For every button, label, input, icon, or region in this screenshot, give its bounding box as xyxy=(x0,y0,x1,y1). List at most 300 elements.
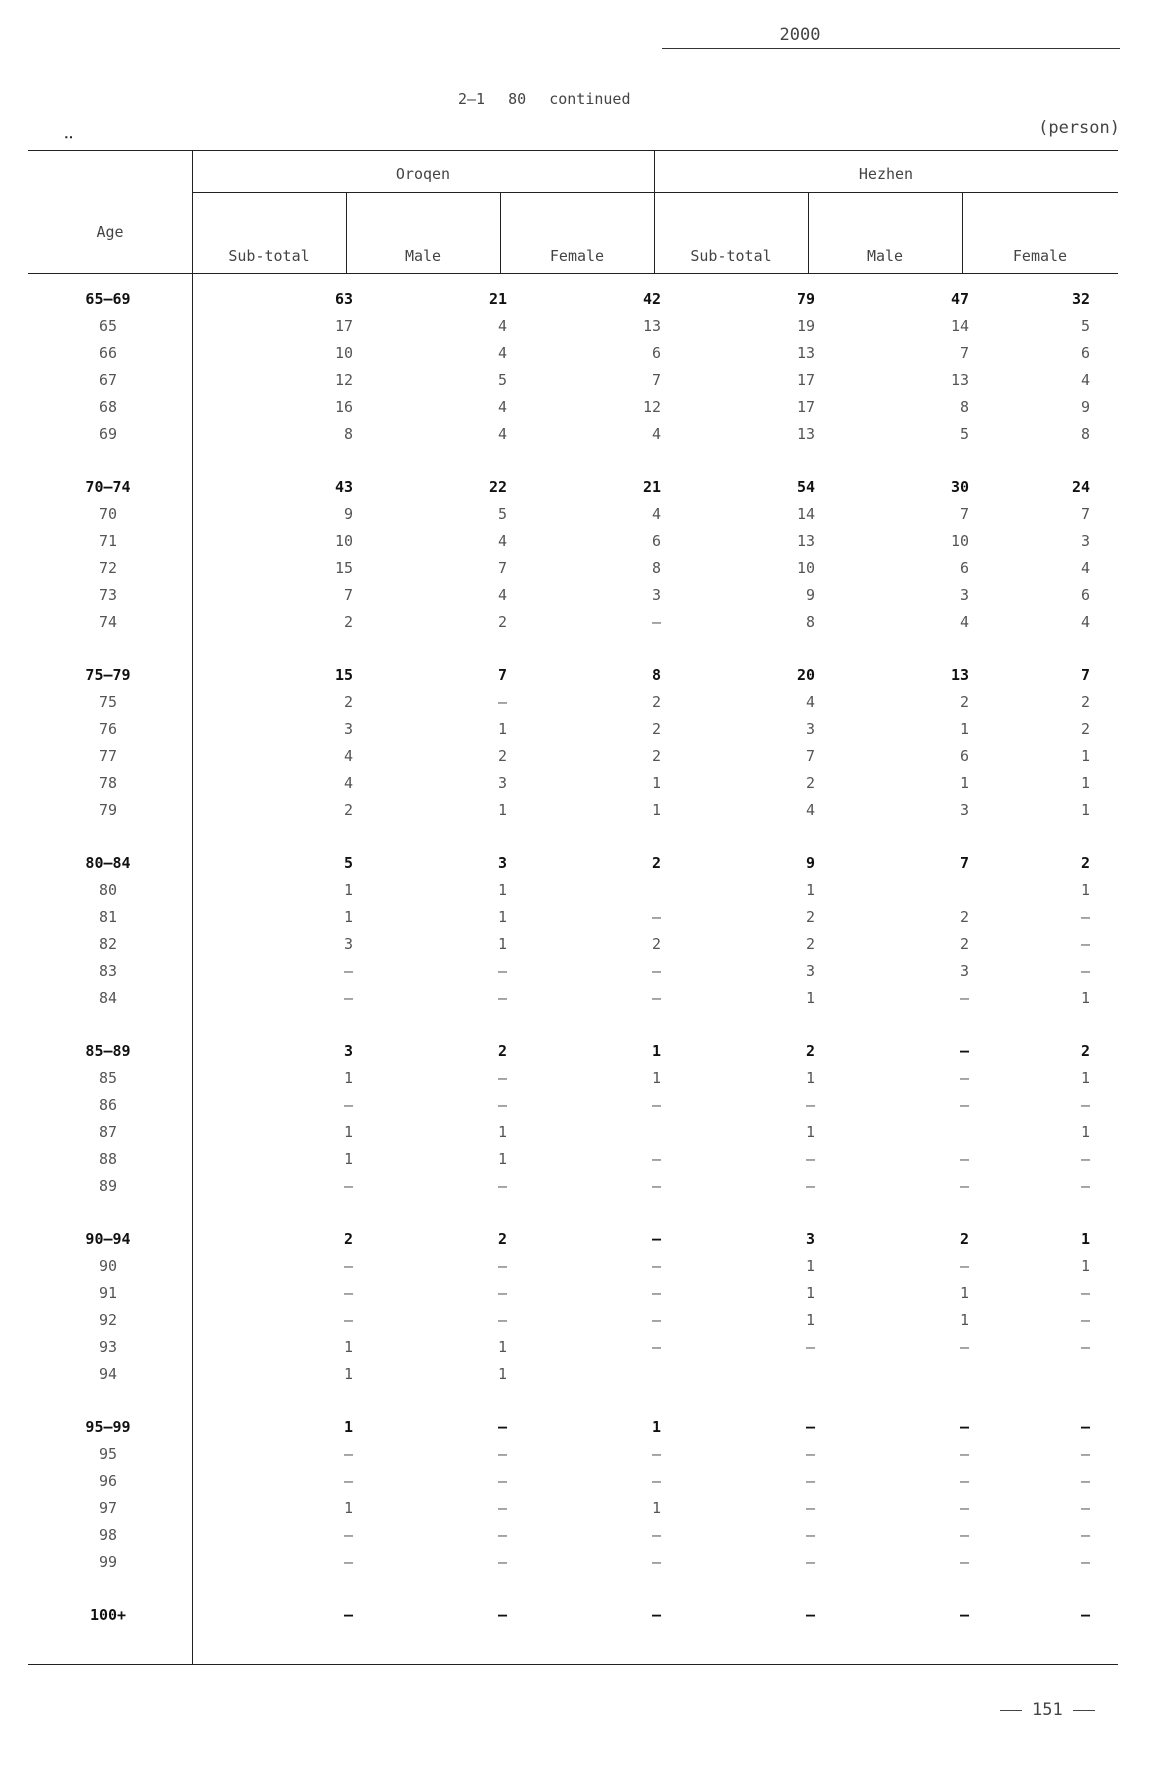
value-cell: 9 xyxy=(805,586,815,604)
value-cell: 1 xyxy=(651,1069,661,1087)
value-cell: — xyxy=(1080,1418,1090,1436)
table-row xyxy=(28,340,1118,367)
value-cell: — xyxy=(651,1338,661,1356)
table-row xyxy=(28,421,1118,448)
table-row xyxy=(28,609,1118,636)
age-cell: 89 xyxy=(98,1177,118,1195)
value-cell: — xyxy=(959,1445,969,1463)
value-cell: 7 xyxy=(959,505,969,523)
value-cell: 19 xyxy=(796,317,815,335)
value-cell: 4 xyxy=(805,801,815,819)
age-cell: 82 xyxy=(98,935,118,953)
value-cell: — xyxy=(497,1257,507,1275)
value-cell: — xyxy=(1080,1499,1090,1517)
value-cell: 3 xyxy=(805,720,815,738)
value-cell: — xyxy=(497,693,507,711)
age-cell: 90 xyxy=(98,1257,118,1275)
age-column-header: Age xyxy=(96,223,124,241)
value-cell: 1 xyxy=(497,1150,507,1168)
value-cell: 1 xyxy=(343,1123,353,1141)
value-cell: 7 xyxy=(805,747,815,765)
table-row xyxy=(28,1334,1118,1361)
value-cell: — xyxy=(497,1284,507,1302)
value-cell: — xyxy=(497,1177,507,1195)
table-row xyxy=(28,716,1118,743)
value-cell: — xyxy=(1080,962,1090,980)
value-cell: 2 xyxy=(497,747,507,765)
subheader-subtotal: Sub-total xyxy=(228,247,310,265)
value-cell: — xyxy=(959,1069,969,1087)
table-row-group xyxy=(28,1602,1118,1629)
value-cell: 6 xyxy=(1080,344,1090,362)
value-cell: — xyxy=(805,1096,815,1114)
value-cell: 13 xyxy=(796,425,815,443)
value-cell: 4 xyxy=(497,344,507,362)
value-cell: 8 xyxy=(1080,425,1090,443)
value-cell: 1 xyxy=(497,1338,507,1356)
value-cell: 13 xyxy=(950,371,969,389)
value-cell: — xyxy=(805,1418,815,1436)
value-cell: — xyxy=(805,1553,815,1571)
section-marker: ‥ xyxy=(64,126,74,142)
value-cell: 4 xyxy=(497,398,507,416)
age-cell: 72 xyxy=(98,559,118,577)
age-cell: 96 xyxy=(98,1472,118,1490)
value-cell: — xyxy=(959,1257,969,1275)
age-cell: 95 xyxy=(98,1445,118,1463)
value-cell: — xyxy=(959,989,969,1007)
value-cell: 1 xyxy=(1080,1069,1090,1087)
value-cell: — xyxy=(1080,1526,1090,1544)
group-header-rule xyxy=(192,192,1118,193)
value-cell: — xyxy=(959,1606,969,1624)
subheader-subtotal: Sub-total xyxy=(690,247,772,265)
value-cell: — xyxy=(651,1096,661,1114)
value-cell: 4 xyxy=(1080,371,1090,389)
value-cell: 4 xyxy=(651,425,661,443)
value-cell: — xyxy=(651,1230,661,1248)
value-cell: 10 xyxy=(334,344,353,362)
age-cell: 66 xyxy=(98,344,118,362)
value-cell: 1 xyxy=(651,1418,661,1436)
table-row-group xyxy=(28,850,1118,877)
value-cell: — xyxy=(1080,1338,1090,1356)
value-cell: 2 xyxy=(1080,1042,1090,1060)
value-cell: — xyxy=(497,1311,507,1329)
value-cell: 54 xyxy=(796,478,815,496)
value-cell: 1 xyxy=(497,1123,507,1141)
value-cell: — xyxy=(1080,1311,1090,1329)
value-cell: 3 xyxy=(343,1042,353,1060)
value-cell: 32 xyxy=(1071,290,1090,308)
age-cell: 91 xyxy=(98,1284,118,1302)
value-cell: 2 xyxy=(1080,720,1090,738)
value-cell: — xyxy=(1080,908,1090,926)
value-cell: 1 xyxy=(805,989,815,1007)
age-cell: 93 xyxy=(98,1338,118,1356)
value-cell: — xyxy=(959,1499,969,1517)
value-cell: 3 xyxy=(497,774,507,792)
value-cell: — xyxy=(1080,1284,1090,1302)
age-cell: 99 xyxy=(98,1553,118,1571)
age-cell: 84 xyxy=(98,989,118,1007)
value-cell: — xyxy=(343,1553,353,1571)
table-row xyxy=(28,1146,1118,1173)
value-cell: — xyxy=(497,1553,507,1571)
value-cell: 4 xyxy=(1080,613,1090,631)
value-cell: 3 xyxy=(343,935,353,953)
table-row xyxy=(28,394,1118,421)
subheader-female: Female xyxy=(549,247,605,265)
table-row xyxy=(28,1441,1118,1468)
age-cell: 65—69 xyxy=(85,290,131,308)
value-cell: — xyxy=(959,1150,969,1168)
value-cell: 1 xyxy=(497,1365,507,1383)
footer-dash-right xyxy=(1073,1710,1095,1711)
value-cell: 2 xyxy=(959,908,969,926)
table-row-group xyxy=(28,1226,1118,1253)
value-cell: — xyxy=(805,1499,815,1517)
table-row xyxy=(28,1119,1118,1146)
value-cell: — xyxy=(343,1096,353,1114)
age-cell: 88 xyxy=(98,1150,118,1168)
header-year: 2000 xyxy=(779,25,821,45)
value-cell: 2 xyxy=(805,908,815,926)
value-cell: 7 xyxy=(959,344,969,362)
value-cell: — xyxy=(651,908,661,926)
value-cell: 21 xyxy=(488,290,507,308)
value-cell: — xyxy=(1080,1150,1090,1168)
value-cell: 4 xyxy=(497,586,507,604)
age-cell: 94 xyxy=(98,1365,118,1383)
value-cell: 2 xyxy=(959,935,969,953)
value-cell: 1 xyxy=(1080,747,1090,765)
value-cell: 6 xyxy=(1080,586,1090,604)
value-cell: 1 xyxy=(651,774,661,792)
continued-label: continued xyxy=(549,90,631,108)
value-cell: 10 xyxy=(796,559,815,577)
age-cell: 98 xyxy=(98,1526,118,1544)
value-cell: 10 xyxy=(950,532,969,550)
age-cell: 70—74 xyxy=(85,478,131,496)
table-row xyxy=(28,689,1118,716)
value-cell: 3 xyxy=(959,801,969,819)
table-row xyxy=(28,877,1118,904)
value-cell: 1 xyxy=(343,1150,353,1168)
value-cell: 14 xyxy=(950,317,969,335)
age-cell: 85 xyxy=(98,1069,118,1087)
value-cell: — xyxy=(497,1472,507,1490)
value-cell: — xyxy=(651,1177,661,1195)
value-cell: 3 xyxy=(1080,532,1090,550)
value-cell: 2 xyxy=(497,1042,507,1060)
value-cell: 2 xyxy=(497,613,507,631)
value-cell: 24 xyxy=(1071,478,1090,496)
value-cell: — xyxy=(343,1526,353,1544)
value-cell: — xyxy=(651,613,661,631)
table-row xyxy=(28,958,1118,985)
value-cell: 1 xyxy=(959,720,969,738)
value-cell: 7 xyxy=(1080,666,1090,684)
group-header-hezhen: Hezhen xyxy=(858,165,914,183)
age-cell: 70 xyxy=(98,505,118,523)
value-cell: — xyxy=(1080,1472,1090,1490)
value-cell: 4 xyxy=(497,532,507,550)
value-cell: — xyxy=(805,1338,815,1356)
table-number: 2—1 xyxy=(458,90,486,108)
value-cell: 1 xyxy=(651,801,661,819)
value-cell: 30 xyxy=(950,478,969,496)
value-cell: 6 xyxy=(959,559,969,577)
table-row xyxy=(28,931,1118,958)
value-cell: 1 xyxy=(651,1042,661,1060)
value-cell: 2 xyxy=(805,774,815,792)
age-cell: 100+ xyxy=(89,1606,127,1624)
value-cell: — xyxy=(651,962,661,980)
value-cell: 5 xyxy=(497,371,507,389)
value-cell: — xyxy=(497,962,507,980)
value-cell: 1 xyxy=(343,1365,353,1383)
value-cell: 1 xyxy=(497,881,507,899)
age-cell: 97 xyxy=(98,1499,118,1517)
value-cell: 8 xyxy=(343,425,353,443)
table-subtitle xyxy=(458,90,645,108)
value-cell: 3 xyxy=(651,586,661,604)
value-cell: — xyxy=(1080,1445,1090,1463)
value-cell: 3 xyxy=(959,586,969,604)
value-cell: — xyxy=(805,1177,815,1195)
value-cell: — xyxy=(959,1418,969,1436)
value-cell: 13 xyxy=(796,532,815,550)
value-cell: — xyxy=(497,1606,507,1624)
value-cell: 7 xyxy=(1080,505,1090,523)
value-cell: 17 xyxy=(796,371,815,389)
age-cell: 75—79 xyxy=(85,666,131,684)
value-cell: 5 xyxy=(343,854,353,872)
table-row xyxy=(28,582,1118,609)
age-cell: 77 xyxy=(98,747,118,765)
table-row xyxy=(28,1495,1118,1522)
value-cell: — xyxy=(497,989,507,1007)
value-cell: 1 xyxy=(651,1499,661,1517)
age-cell: 73 xyxy=(98,586,118,604)
value-cell: 1 xyxy=(343,1499,353,1517)
value-cell: 2 xyxy=(343,613,353,631)
value-cell: — xyxy=(959,1526,969,1544)
value-cell: — xyxy=(651,1526,661,1544)
value-cell: — xyxy=(651,1311,661,1329)
value-cell: 3 xyxy=(805,962,815,980)
table-row xyxy=(28,1253,1118,1280)
value-cell: 4 xyxy=(805,693,815,711)
value-cell: 1 xyxy=(805,1069,815,1087)
value-cell: — xyxy=(1080,935,1090,953)
value-cell: — xyxy=(959,1553,969,1571)
value-cell: — xyxy=(1080,1096,1090,1114)
value-cell: 1 xyxy=(805,1257,815,1275)
age-cell: 86 xyxy=(98,1096,118,1114)
value-cell: 2 xyxy=(651,693,661,711)
value-cell: 10 xyxy=(334,532,353,550)
table-row xyxy=(28,770,1118,797)
table-row xyxy=(28,1307,1118,1334)
value-cell: 13 xyxy=(950,666,969,684)
table-row xyxy=(28,555,1118,582)
age-cell: 76 xyxy=(98,720,118,738)
value-cell: — xyxy=(497,1069,507,1087)
footer-dash-left xyxy=(1000,1710,1022,1711)
table-row xyxy=(28,743,1118,770)
value-cell: 43 xyxy=(334,478,353,496)
age-cell: 71 xyxy=(98,532,118,550)
value-cell: — xyxy=(343,962,353,980)
value-cell: 79 xyxy=(796,290,815,308)
table-row xyxy=(28,1173,1118,1200)
table-row xyxy=(28,501,1118,528)
table-row xyxy=(28,1065,1118,1092)
value-cell: 1 xyxy=(497,720,507,738)
age-cell: 85—89 xyxy=(85,1042,131,1060)
value-cell: 2 xyxy=(651,935,661,953)
value-cell: 20 xyxy=(796,666,815,684)
table-row xyxy=(28,797,1118,824)
value-cell: — xyxy=(343,1311,353,1329)
value-cell: — xyxy=(343,1257,353,1275)
value-cell: — xyxy=(959,1177,969,1195)
value-cell: — xyxy=(959,1472,969,1490)
table-row xyxy=(28,904,1118,931)
age-cell: 75 xyxy=(98,693,118,711)
age-cell: 69 xyxy=(98,425,118,443)
unit-label: (person) xyxy=(1038,118,1120,138)
value-cell: 1 xyxy=(1080,774,1090,792)
value-cell: 3 xyxy=(497,854,507,872)
table-row-group xyxy=(28,662,1118,689)
page-footer xyxy=(990,1700,1105,1720)
value-cell: — xyxy=(959,1042,969,1060)
value-cell: 16 xyxy=(334,398,353,416)
value-cell: 7 xyxy=(497,666,507,684)
value-cell: 12 xyxy=(642,398,661,416)
value-cell: — xyxy=(805,1445,815,1463)
value-cell: 2 xyxy=(805,935,815,953)
value-cell: 4 xyxy=(343,747,353,765)
value-cell: 2 xyxy=(343,693,353,711)
age-cell: 83 xyxy=(98,962,118,980)
value-cell: 5 xyxy=(1080,317,1090,335)
value-cell: — xyxy=(959,1338,969,1356)
value-cell: 1 xyxy=(343,1418,353,1436)
value-cell: 9 xyxy=(1080,398,1090,416)
value-cell: — xyxy=(497,1445,507,1463)
value-cell: 2 xyxy=(959,1230,969,1248)
value-cell: — xyxy=(1080,1553,1090,1571)
subheader-male: Male xyxy=(866,247,904,265)
value-cell: — xyxy=(651,1150,661,1168)
age-cell: 95—99 xyxy=(85,1418,131,1436)
value-cell: 3 xyxy=(343,720,353,738)
value-cell: 1 xyxy=(343,1338,353,1356)
value-cell: — xyxy=(1080,1177,1090,1195)
value-cell: — xyxy=(805,1526,815,1544)
value-cell: 47 xyxy=(950,290,969,308)
value-cell: 7 xyxy=(959,854,969,872)
age-cell: 92 xyxy=(98,1311,118,1329)
subheader-male: Male xyxy=(404,247,442,265)
value-cell: 17 xyxy=(334,317,353,335)
value-cell: 14 xyxy=(796,505,815,523)
value-cell: 2 xyxy=(1080,854,1090,872)
table-row xyxy=(28,1092,1118,1119)
age-cell: 90—94 xyxy=(85,1230,131,1248)
value-cell: — xyxy=(343,1445,353,1463)
value-cell: 13 xyxy=(796,344,815,362)
value-cell: 1 xyxy=(805,1311,815,1329)
table-row xyxy=(28,985,1118,1012)
value-cell: 7 xyxy=(497,559,507,577)
value-cell: 7 xyxy=(651,371,661,389)
value-cell: 4 xyxy=(497,425,507,443)
value-cell: — xyxy=(959,1096,969,1114)
value-cell: — xyxy=(497,1526,507,1544)
value-cell: 8 xyxy=(959,398,969,416)
value-cell: 6 xyxy=(651,344,661,362)
value-cell: 15 xyxy=(334,666,353,684)
value-cell: — xyxy=(805,1606,815,1624)
value-cell: 22 xyxy=(488,478,507,496)
value-cell: 4 xyxy=(497,317,507,335)
table-row xyxy=(28,1468,1118,1495)
value-cell: 1 xyxy=(343,1069,353,1087)
value-cell: — xyxy=(651,1257,661,1275)
value-cell: — xyxy=(343,1472,353,1490)
value-cell: — xyxy=(651,1553,661,1571)
value-cell: 2 xyxy=(343,801,353,819)
table-row xyxy=(28,528,1118,555)
value-cell: 21 xyxy=(642,478,661,496)
value-cell: — xyxy=(497,1096,507,1114)
value-cell: 8 xyxy=(651,559,661,577)
table-count: 80 xyxy=(508,90,527,108)
value-cell: 1 xyxy=(1080,1257,1090,1275)
value-cell: — xyxy=(343,989,353,1007)
value-cell: 8 xyxy=(805,613,815,631)
value-cell: 4 xyxy=(1080,559,1090,577)
value-cell: 2 xyxy=(651,854,661,872)
table-row-group xyxy=(28,286,1118,313)
value-cell: 1 xyxy=(805,881,815,899)
value-cell: 2 xyxy=(959,693,969,711)
value-cell: 1 xyxy=(497,801,507,819)
value-cell: 1 xyxy=(343,881,353,899)
table-row-group xyxy=(28,474,1118,501)
table-row-group xyxy=(28,1038,1118,1065)
value-cell: — xyxy=(343,1177,353,1195)
value-cell: 1 xyxy=(959,1311,969,1329)
value-cell: 1 xyxy=(959,1284,969,1302)
subheader-female: Female xyxy=(1012,247,1068,265)
value-cell: 9 xyxy=(805,854,815,872)
value-cell: 1 xyxy=(497,935,507,953)
table-row-group xyxy=(28,1414,1118,1441)
value-cell: — xyxy=(651,1284,661,1302)
age-cell: 67 xyxy=(98,371,118,389)
value-cell: — xyxy=(651,1472,661,1490)
table-row xyxy=(28,1361,1118,1388)
value-cell: 5 xyxy=(497,505,507,523)
value-cell: 1 xyxy=(1080,1123,1090,1141)
value-cell: 5 xyxy=(959,425,969,443)
